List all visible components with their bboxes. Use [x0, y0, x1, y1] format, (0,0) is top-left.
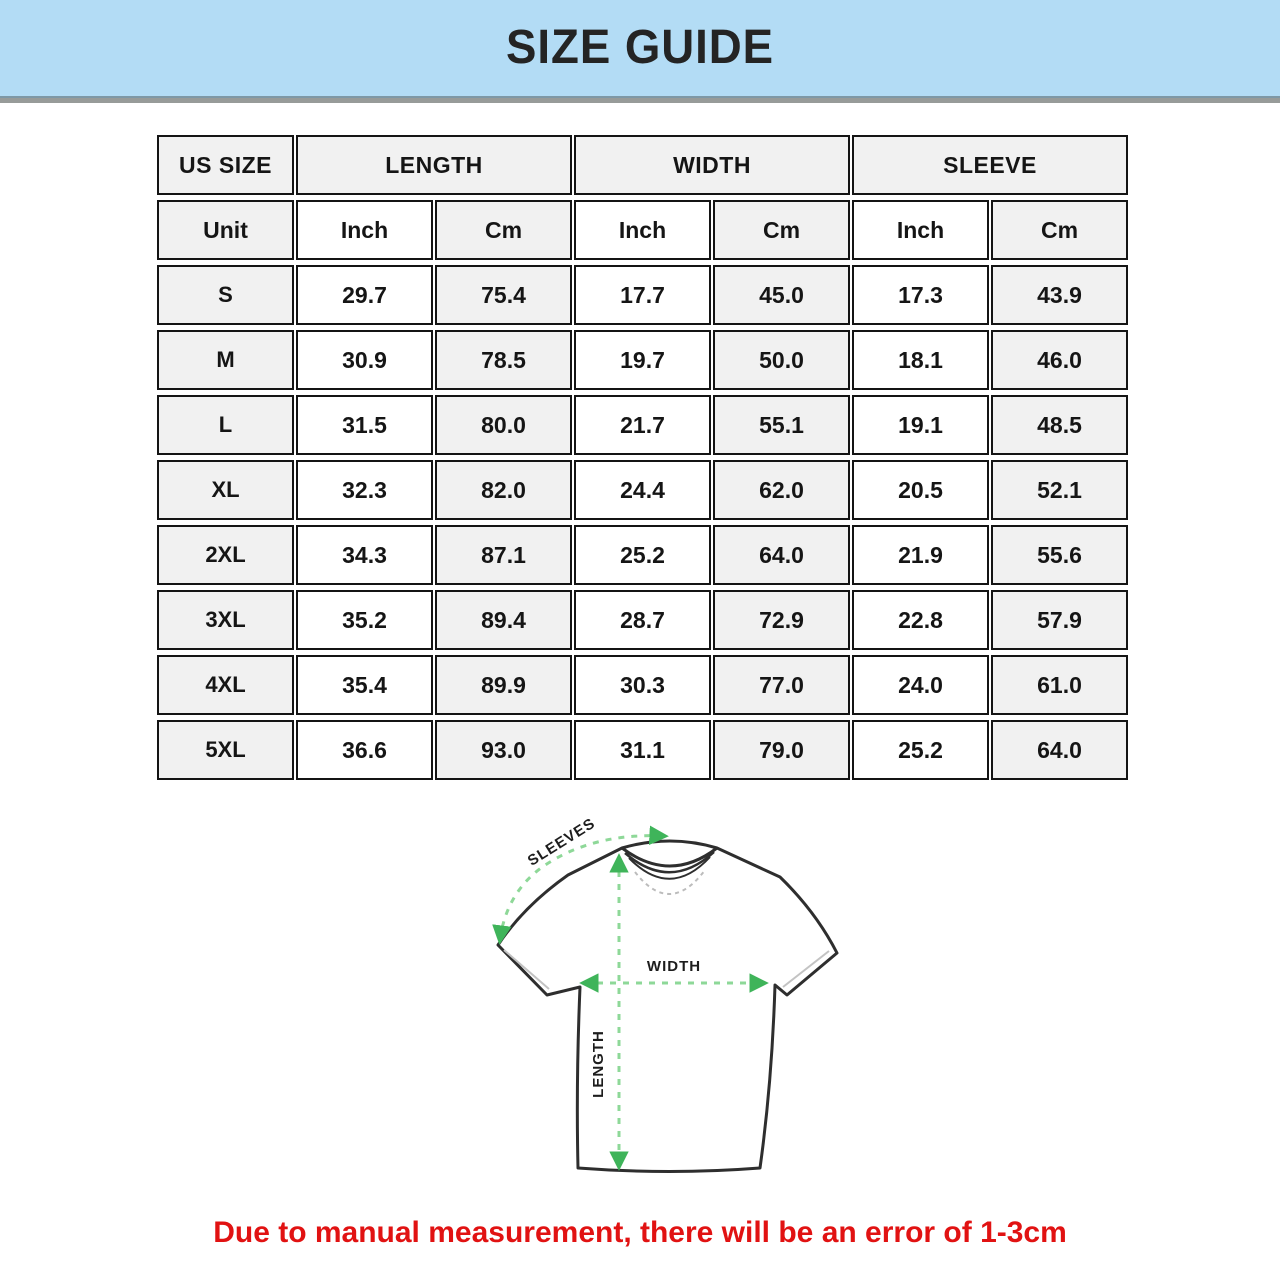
- tshirt-outline: [498, 841, 837, 1172]
- value-cell: 31.1: [574, 720, 711, 780]
- value-cell: 25.2: [852, 720, 989, 780]
- value-cell: 78.5: [435, 330, 572, 390]
- table-row: [157, 720, 1128, 780]
- table-row: [157, 460, 1128, 520]
- value-cell: 34.3: [296, 525, 433, 585]
- measurement-disclaimer: Due to manual measurement, there will be an error of 1-3cm: [213, 1216, 1067, 1249]
- value-cell: 20.5: [852, 460, 989, 520]
- width-label: WIDTH: [646, 958, 702, 975]
- header-sleeve: SLEEVE: [852, 135, 1128, 195]
- group-header-row: [157, 135, 1128, 195]
- value-cell: 87.1: [435, 525, 572, 585]
- value-cell: 31.5: [296, 395, 433, 455]
- unit-col: Cm: [435, 200, 572, 260]
- value-cell: 64.0: [713, 525, 850, 585]
- value-cell: 29.7: [296, 265, 433, 325]
- value-cell: 25.2: [574, 525, 711, 585]
- value-cell: 19.7: [574, 330, 711, 390]
- value-cell: 80.0: [435, 395, 572, 455]
- value-cell: 30.3: [574, 655, 711, 715]
- size-cell: S: [157, 265, 294, 325]
- value-cell: 19.1: [852, 395, 989, 455]
- value-cell: 64.0: [991, 720, 1128, 780]
- size-cell: M: [157, 330, 294, 390]
- table-row: [157, 330, 1128, 390]
- value-cell: 28.7: [574, 590, 711, 650]
- value-cell: 43.9: [991, 265, 1128, 325]
- unit-col: Inch: [296, 200, 433, 260]
- tshirt-diagram: [472, 812, 872, 1192]
- unit-col: Cm: [713, 200, 850, 260]
- value-cell: 93.0: [435, 720, 572, 780]
- value-cell: 62.0: [713, 460, 850, 520]
- unit-col: Cm: [991, 200, 1128, 260]
- value-cell: 36.6: [296, 720, 433, 780]
- value-cell: 75.4: [435, 265, 572, 325]
- value-cell: 24.4: [574, 460, 711, 520]
- value-cell: 50.0: [713, 330, 850, 390]
- value-cell: 89.9: [435, 655, 572, 715]
- value-cell: 48.5: [991, 395, 1128, 455]
- value-cell: 45.0: [713, 265, 850, 325]
- table-row: [157, 265, 1128, 325]
- header-us-size: US SIZE: [157, 135, 294, 195]
- value-cell: 52.1: [991, 460, 1128, 520]
- value-cell: 17.7: [574, 265, 711, 325]
- header-length: LENGTH: [296, 135, 572, 195]
- size-cell: 5XL: [157, 720, 294, 780]
- banner-divider-gray: [0, 98, 1280, 103]
- size-cell: 2XL: [157, 525, 294, 585]
- unit-row: [157, 200, 1128, 260]
- value-cell: 24.0: [852, 655, 989, 715]
- value-cell: 35.2: [296, 590, 433, 650]
- value-cell: 61.0: [991, 655, 1128, 715]
- sleeves-label: SLEEVES: [524, 814, 599, 870]
- value-cell: 35.4: [296, 655, 433, 715]
- value-cell: 46.0: [991, 330, 1128, 390]
- value-cell: 22.8: [852, 590, 989, 650]
- size-chart-table: [155, 130, 1130, 785]
- unit-col: Inch: [574, 200, 711, 260]
- size-table-body: [157, 265, 1128, 780]
- value-cell: 21.9: [852, 525, 989, 585]
- page-title: SIZE GUIDE: [506, 21, 774, 74]
- value-cell: 30.9: [296, 330, 433, 390]
- value-cell: 18.1: [852, 330, 989, 390]
- size-cell: 3XL: [157, 590, 294, 650]
- length-label: LENGTH: [590, 1030, 607, 1098]
- value-cell: 79.0: [713, 720, 850, 780]
- table-row: [157, 525, 1128, 585]
- table-row: [157, 395, 1128, 455]
- value-cell: 55.1: [713, 395, 850, 455]
- value-cell: 89.4: [435, 590, 572, 650]
- value-cell: 57.9: [991, 590, 1128, 650]
- value-cell: 32.3: [296, 460, 433, 520]
- table-row: [157, 590, 1128, 650]
- header-width: WIDTH: [574, 135, 850, 195]
- value-cell: 72.9: [713, 590, 850, 650]
- value-cell: 77.0: [713, 655, 850, 715]
- size-guide-banner: [0, 0, 1280, 96]
- unit-label: Unit: [157, 200, 294, 260]
- value-cell: 82.0: [435, 460, 572, 520]
- table-row: [157, 655, 1128, 715]
- size-cell: 4XL: [157, 655, 294, 715]
- unit-col: Inch: [852, 200, 989, 260]
- value-cell: 55.6: [991, 525, 1128, 585]
- size-cell: XL: [157, 460, 294, 520]
- value-cell: 17.3: [852, 265, 989, 325]
- size-cell: L: [157, 395, 294, 455]
- value-cell: 21.7: [574, 395, 711, 455]
